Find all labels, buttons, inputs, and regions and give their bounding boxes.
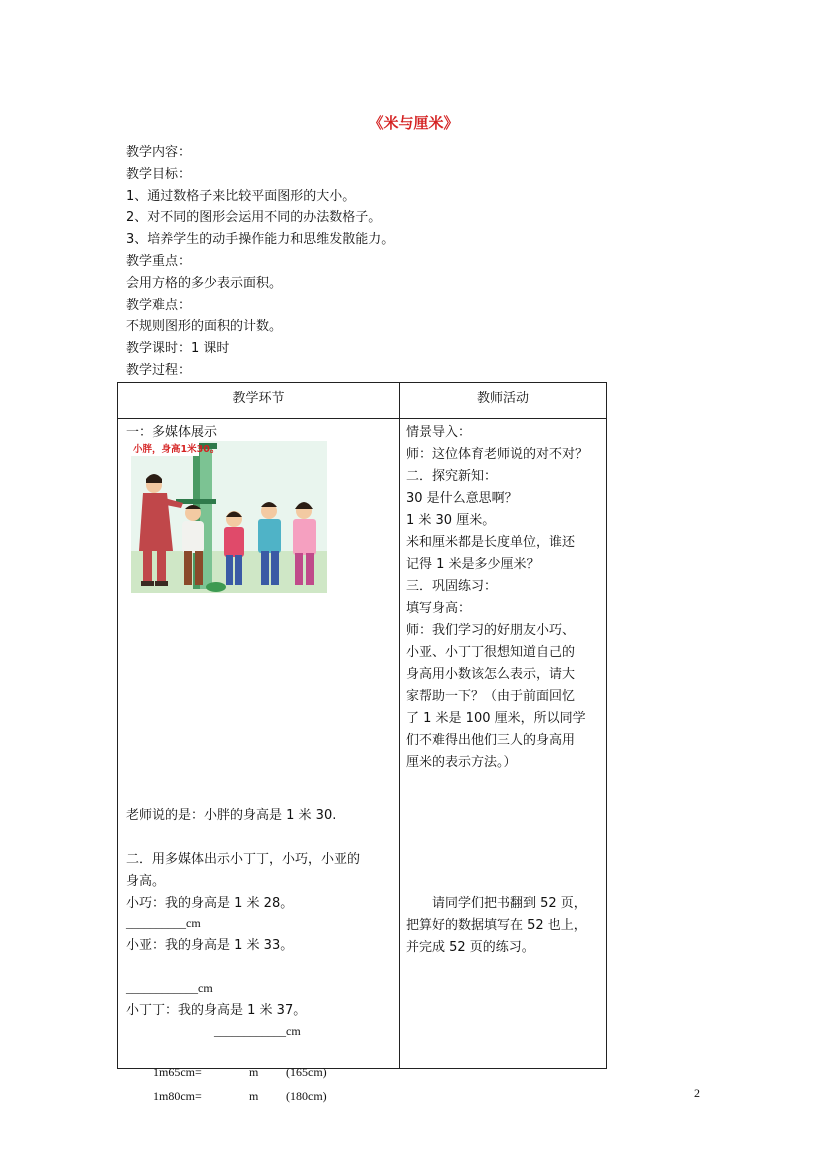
intro-line: 教学过程： [126, 362, 192, 378]
exercise-1-left: 1m65cm= [153, 1065, 202, 1079]
intro-line: 教学难点： [126, 297, 192, 313]
intro-line: 3、培养学生的动手操作能力和思维发散能力。 [126, 232, 395, 248]
xiaoqiao-height: 小巧：我的身高是 1 米 28。 [126, 896, 294, 911]
teacher-activity-cell [400, 419, 607, 1069]
header-teaching-stage: 教学环节 [118, 383, 400, 419]
activity-tail-line: 请同学们把书翻到 52 页， [406, 896, 587, 911]
teacher-statement: 老师说的是：小胖的身高是 1 米 30. [126, 808, 337, 823]
document-title: 《米与厘米》 [368, 114, 459, 132]
activity-line: 米和厘米都是长度单位，谁还 [406, 535, 576, 550]
blank-answer-3: ____________cm [214, 1024, 301, 1038]
activity-line: 填写身高： [406, 601, 472, 616]
exercise-2-unit: m [249, 1089, 259, 1103]
activity-tail-line: 并完成 52 页的练习。 [406, 940, 535, 955]
intro-line: 会用方格的多少表示面积。 [126, 275, 283, 291]
page-number: 2 [694, 1086, 700, 1100]
activity-line: 二．探究新知： [406, 469, 498, 484]
activity-tail-line: 把算好的数据填写在 52 也上， [406, 918, 587, 933]
activity-line: 三．巩固练习： [406, 579, 498, 594]
intro-line: 不规则图形的面积的计数。 [126, 319, 283, 335]
lesson-table [117, 382, 607, 1103]
activity-line: 家帮助一下？（由于前面回忆 [406, 689, 576, 704]
activity-line: 30 是什么意思啊？ [406, 491, 518, 506]
header-teacher-activity: 教师活动 [400, 383, 607, 419]
intro-line: 2、对不同的图形会运用不同的办法数格子。 [126, 210, 382, 226]
activity-line: 小亚、小丁丁很想知道自己的 [406, 645, 576, 660]
blank-answer-1: __________cm [126, 916, 201, 930]
activity-line: 身高用小数该怎么表示，请大 [406, 667, 576, 682]
illustration-height-measure [131, 441, 327, 593]
intro-line: 1、通过数格子来比较平面图形的大小。 [126, 188, 356, 204]
activity-line: 们不难得出他们三人的身高用 [406, 733, 576, 748]
image-caption: 小胖，身高1米30。 [133, 444, 220, 455]
exercise-1-unit: m [249, 1065, 259, 1079]
activity-line: 1 米 30 厘米。 [406, 513, 496, 528]
intro-line: 教学重点： [126, 253, 192, 269]
activity-line: 厘米的表示方法。） [406, 755, 517, 770]
exercise-2-left: 1m80cm= [153, 1089, 202, 1103]
activity-line: 了 1 米是 100 厘米，所以同学 [406, 711, 586, 726]
section-heights-line1: 二．用多媒体出示小丁丁，小巧，小亚的 [126, 852, 361, 867]
activity-line: 记得 1 米是多少厘米？ [406, 557, 540, 572]
intro-line: 教学目标： [126, 166, 192, 182]
activity-line: 师：这位体育老师说的对不对？ [406, 447, 589, 462]
exercise-2-answer: (180cm) [286, 1089, 327, 1103]
section-multimedia: 一：多媒体展示 [126, 425, 218, 440]
teaching-stage-cell [118, 419, 400, 1103]
blank-answer-2: ____________cm [126, 981, 213, 995]
xiaoya-height: 小亚：我的身高是 1 米 33。 [126, 938, 294, 953]
exercise-1-answer: (165cm) [286, 1065, 327, 1079]
intro-line: 教学课时：1 课时 [126, 341, 230, 357]
lesson-intro [126, 142, 606, 382]
xiaodingding-height: 小丁丁：我的身高是 1 米 37。 [126, 1003, 307, 1018]
activity-line: 师：我们学习的好朋友小巧、 [406, 623, 576, 638]
intro-line: 教学内容： [126, 145, 192, 160]
activity-line: 情景导入： [406, 425, 472, 440]
section-heights-line2: 身高。 [126, 874, 166, 889]
